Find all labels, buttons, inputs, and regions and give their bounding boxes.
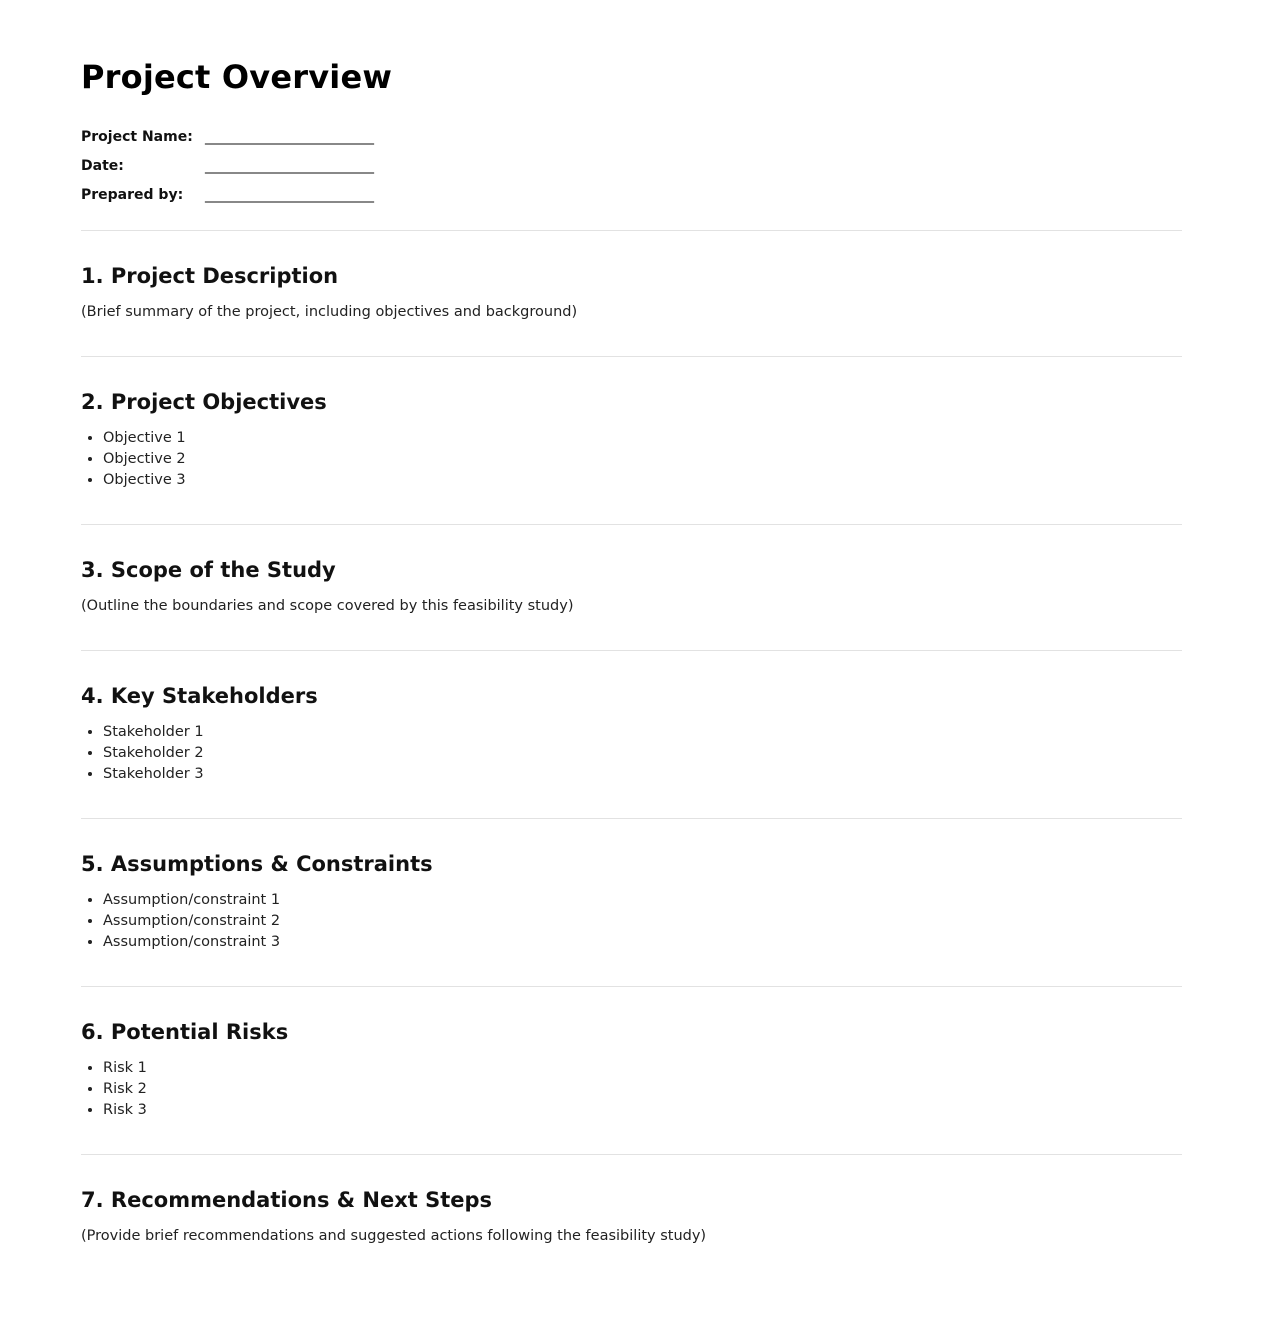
field-prepared-by bbox=[81, 181, 1182, 210]
section-7 bbox=[81, 1185, 1182, 1280]
bullet-list bbox=[81, 1058, 1182, 1121]
section-5 bbox=[81, 849, 1182, 986]
field-label: Date: bbox=[81, 158, 124, 174]
field-project-name bbox=[81, 123, 1182, 152]
section-divider bbox=[81, 524, 1182, 525]
list-item: • Assumption/constraint 3 bbox=[103, 932, 1182, 953]
section-divider bbox=[81, 818, 1182, 819]
section-heading: 4. Key Stakeholders bbox=[81, 684, 318, 708]
section-heading: 1. Project Description bbox=[81, 264, 339, 288]
section-heading: 2. Project Objectives bbox=[81, 390, 327, 414]
list-item: • Objective 1 bbox=[103, 428, 1182, 449]
field-date bbox=[81, 152, 1182, 181]
list-item: • Risk 3 bbox=[103, 1100, 1182, 1121]
list-item: • Risk 2 bbox=[103, 1079, 1182, 1100]
document bbox=[81, 0, 1182, 1280]
section-1 bbox=[81, 261, 1182, 356]
section-heading: 5. Assumptions & Constraints bbox=[81, 852, 433, 876]
list-item: • Assumption/constraint 2 bbox=[103, 911, 1182, 932]
list-item: • Stakeholder 3 bbox=[103, 764, 1182, 785]
list-item: • Assumption/constraint 1 bbox=[103, 890, 1182, 911]
section-text: (Provide brief recommendations and suggested actions following the feasibility study) bbox=[81, 1228, 707, 1244]
section-divider bbox=[81, 230, 1182, 231]
bullet-list bbox=[81, 428, 1182, 491]
section-text: (Brief summary of the project, including objectives and background) bbox=[81, 304, 578, 320]
page-title: Project Overview bbox=[81, 58, 393, 96]
list-item: • Objective 3 bbox=[103, 470, 1182, 491]
section-4 bbox=[81, 681, 1182, 818]
section-heading: 3. Scope of the Study bbox=[81, 558, 336, 582]
section-divider bbox=[81, 1154, 1182, 1155]
section-heading: 6. Potential Risks bbox=[81, 1020, 289, 1044]
section-divider bbox=[81, 986, 1182, 987]
section-3 bbox=[81, 555, 1182, 650]
section-6 bbox=[81, 1017, 1182, 1154]
list-item: • Stakeholder 1 bbox=[103, 722, 1182, 743]
section-heading: 7. Recommendations & Next Steps bbox=[81, 1188, 493, 1212]
project-meta bbox=[81, 123, 1182, 210]
section-2 bbox=[81, 387, 1182, 524]
bullet-list bbox=[81, 890, 1182, 953]
list-item: • Stakeholder 2 bbox=[103, 743, 1182, 764]
section-divider bbox=[81, 356, 1182, 357]
field-label: Prepared by: bbox=[81, 187, 184, 203]
section-divider bbox=[81, 650, 1182, 651]
section-text: (Outline the boundaries and scope covered by this feasibility study) bbox=[81, 598, 574, 614]
list-item: • Risk 1 bbox=[103, 1058, 1182, 1079]
list-item: • Objective 2 bbox=[103, 449, 1182, 470]
field-label: Project Name: bbox=[81, 129, 193, 145]
field-blank: ____________________________ bbox=[205, 158, 373, 174]
field-blank: ____________________________ bbox=[205, 129, 373, 145]
bullet-list bbox=[81, 722, 1182, 785]
field-blank: ____________________________ bbox=[205, 187, 373, 203]
